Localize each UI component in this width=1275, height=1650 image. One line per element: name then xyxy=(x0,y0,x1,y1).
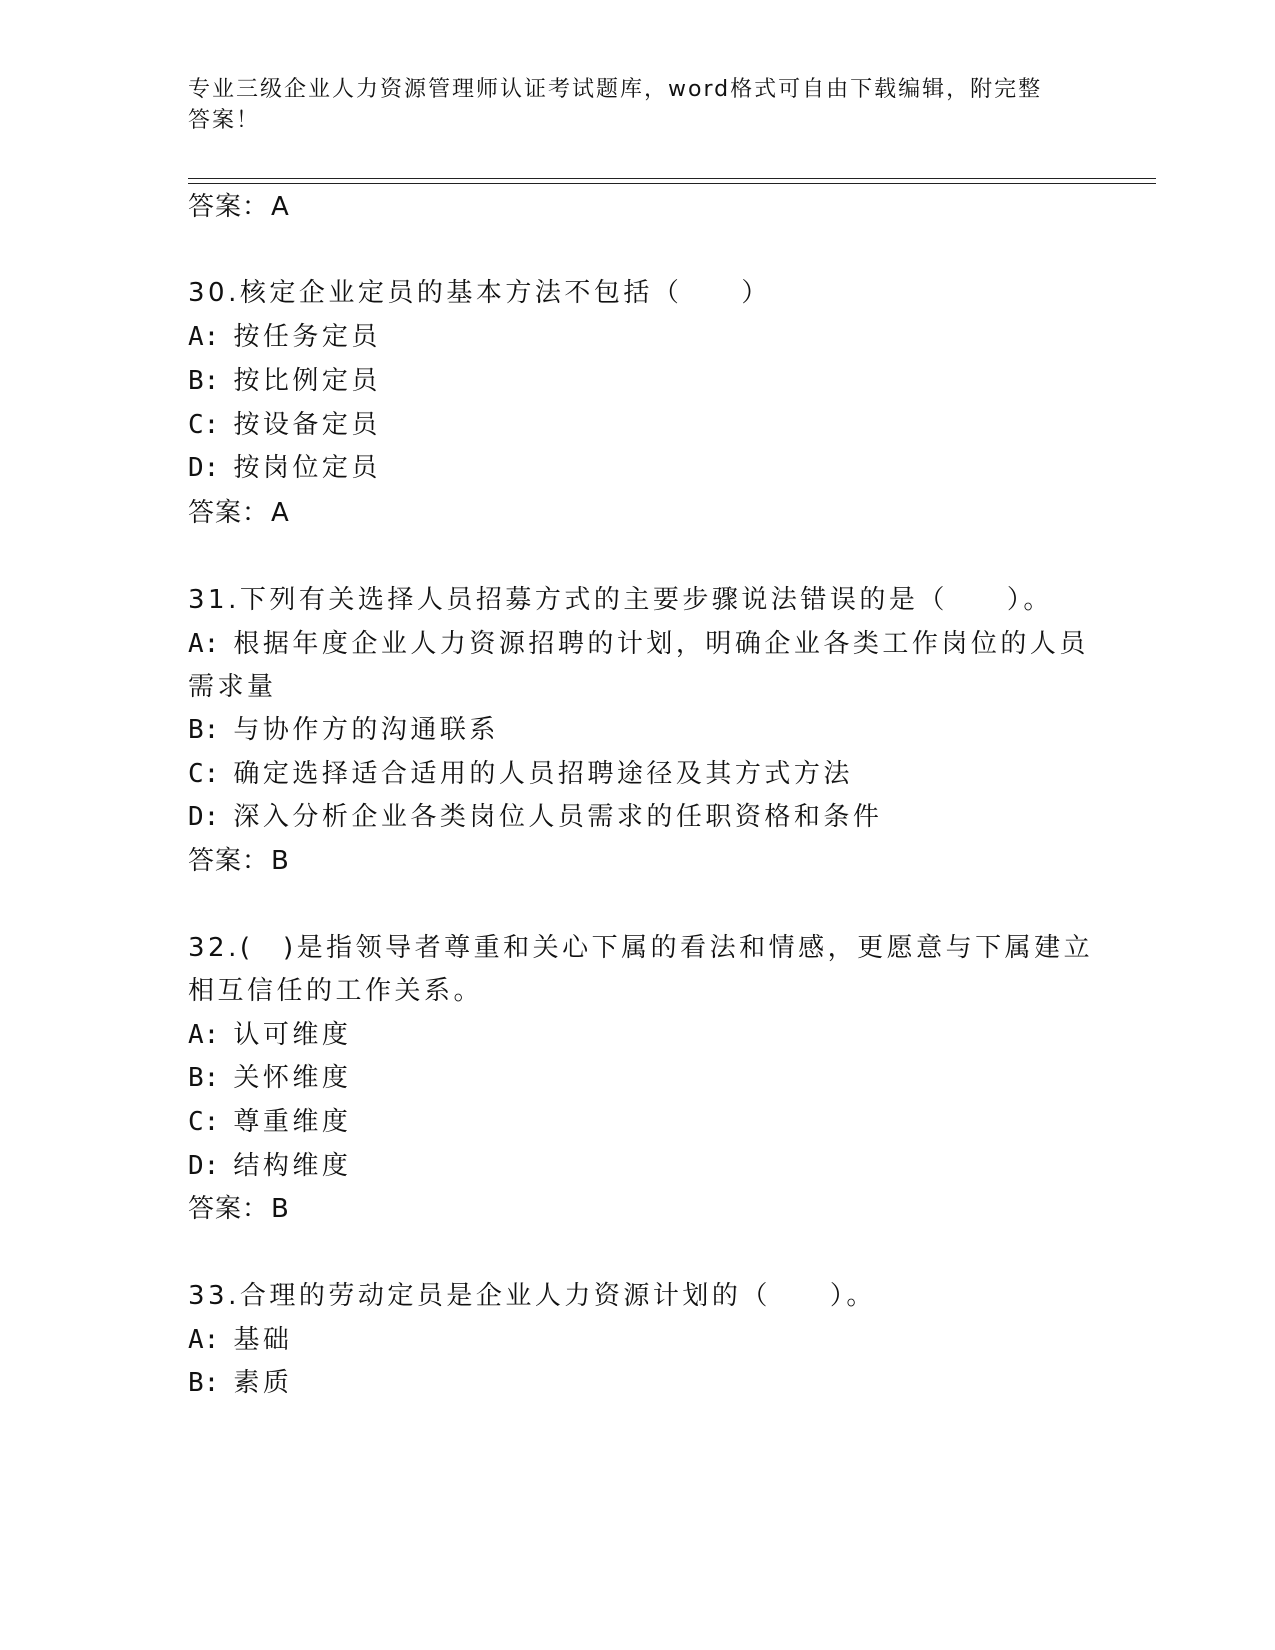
header-line-2: 答案！ xyxy=(188,108,261,133)
option-key: C: xyxy=(188,410,220,440)
option-d xyxy=(188,447,381,484)
option-c xyxy=(188,753,853,790)
option-text: 素质 xyxy=(233,1368,293,1398)
page-header xyxy=(188,74,1088,136)
option-key: B: xyxy=(188,366,220,396)
option-a xyxy=(188,1014,351,1051)
option-key: A: xyxy=(188,629,220,659)
answer-value: B xyxy=(271,846,290,876)
answer-label: 答案： xyxy=(188,1194,270,1224)
option-key: B: xyxy=(188,1063,220,1093)
option-text: 尊重维度 xyxy=(233,1107,352,1137)
option-key: D: xyxy=(188,802,220,832)
option-a xyxy=(188,316,381,353)
question-answer xyxy=(188,1188,290,1225)
answer-label: 答案： xyxy=(188,192,270,222)
option-key: B: xyxy=(188,1368,220,1398)
prev-answer xyxy=(188,186,290,223)
option-c xyxy=(188,404,381,441)
option-key: B: xyxy=(188,715,220,745)
answer-value: A xyxy=(271,192,290,222)
question-stem: 30.核定企业定员的基本方法不包括（ ） xyxy=(188,278,771,308)
option-key: C: xyxy=(188,1107,220,1137)
option-d xyxy=(188,796,882,833)
option-key: C: xyxy=(188,759,220,789)
question-answer xyxy=(188,840,290,877)
option-text: 按岗位定员 xyxy=(233,453,381,483)
header-divider-top xyxy=(188,178,1156,179)
option-text: 按比例定员 xyxy=(233,366,381,396)
option-text: 与协作方的沟通联系 xyxy=(233,715,499,745)
option-b xyxy=(188,709,499,746)
option-text: 关怀维度 xyxy=(233,1063,352,1093)
option-a-continued: 需求量 xyxy=(188,672,277,702)
option-d xyxy=(188,1145,351,1182)
option-key: A: xyxy=(188,322,220,352)
option-b xyxy=(188,1057,351,1094)
question-stem: 33.合理的劳动定员是企业人力资源计划的（ ）。 xyxy=(188,1281,876,1311)
question-answer xyxy=(188,492,290,529)
header-divider-bottom xyxy=(188,183,1156,184)
option-key: A: xyxy=(188,1325,220,1355)
option-key: D: xyxy=(188,1151,220,1181)
option-text: 基础 xyxy=(233,1325,293,1355)
question-stem: 32.( )是指领导者尊重和关心下属的看法和情感，更愿意与下属建立 xyxy=(188,933,1094,963)
answer-label: 答案： xyxy=(188,846,270,876)
option-c xyxy=(188,1101,351,1138)
answer-label: 答案： xyxy=(188,498,270,528)
option-key: D: xyxy=(188,453,220,483)
option-a xyxy=(188,623,1089,660)
option-text: 深入分析企业各类岗位人员需求的任职资格和条件 xyxy=(233,802,883,832)
question-stem-continued: 相互信任的工作关系。 xyxy=(188,976,484,1006)
option-b xyxy=(188,1362,292,1399)
option-b xyxy=(188,360,381,397)
answer-value: A xyxy=(271,498,290,528)
option-text: 确定选择适合适用的人员招聘途径及其方式方法 xyxy=(233,759,853,789)
answer-value: B xyxy=(271,1194,290,1224)
option-key: A: xyxy=(188,1020,220,1050)
header-line-1: 专业三级企业人力资源管理师认证考试题库，word格式可自由下载编辑，附完整 xyxy=(188,77,1043,102)
option-text: 按任务定员 xyxy=(233,322,381,352)
question-stem: 31.下列有关选择人员招募方式的主要步骤说法错误的是（ ）。 xyxy=(188,585,1053,615)
option-text: 根据年度企业人力资源招聘的计划，明确企业各类工作岗位的人员 xyxy=(233,629,1089,659)
option-text: 结构维度 xyxy=(233,1151,352,1181)
option-a xyxy=(188,1319,292,1356)
option-text: 按设备定员 xyxy=(233,410,381,440)
option-text: 认可维度 xyxy=(233,1020,352,1050)
